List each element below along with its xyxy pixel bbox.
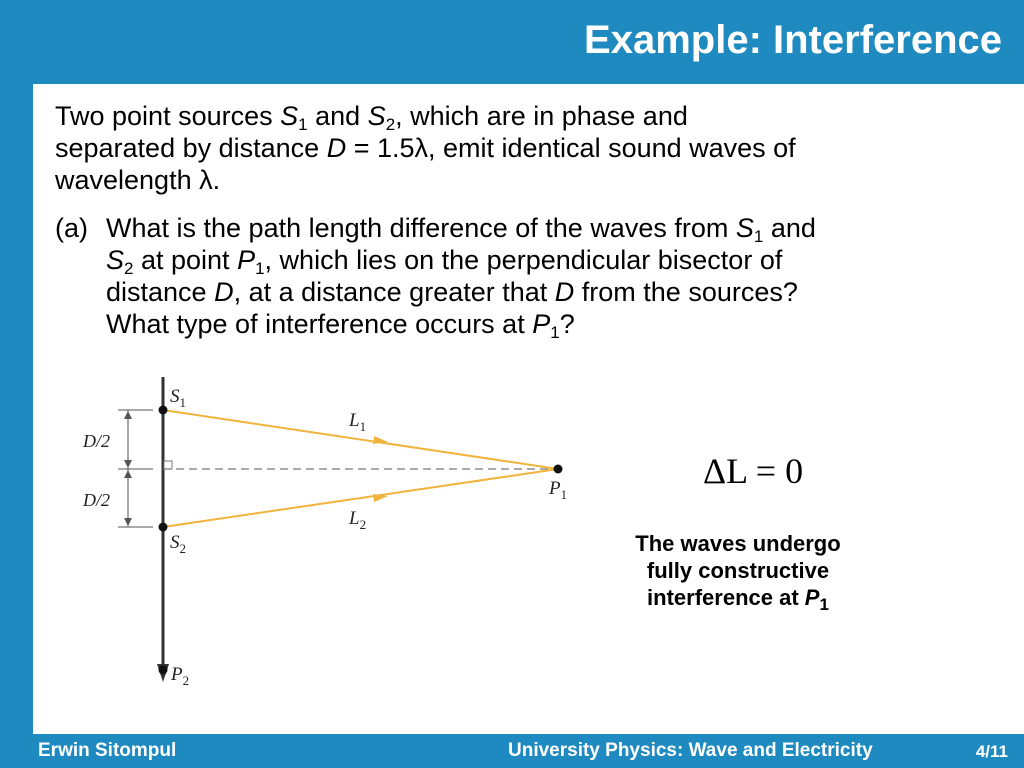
label-p2: $P_2$ (171, 664, 190, 688)
point-p1 (554, 465, 563, 474)
label-l2: $L_2$ (349, 508, 367, 532)
formula-path-difference: ΔL = 0 (703, 451, 804, 491)
slide-title: Example: Interference (584, 18, 1002, 62)
content-area (33, 84, 1024, 734)
footer-page-number: 4/11 (975, 742, 1008, 761)
problem-line-1: Two point sources $S_1$ and $S_2$, which are in phase and (55, 101, 688, 134)
right-angle-mark (164, 461, 172, 469)
question-label: (a) (55, 213, 88, 243)
label-p1: $P_1$ (549, 478, 568, 502)
point-p2 (159, 666, 168, 675)
question-text: What is the path length difference of the waves from $S_1$ and $S_2$ at point $P_1$, which lies on the perpendicular bisector of distance D, at a distance greater that D from the sources? What type of interference occurs at $P_1$? (106, 213, 816, 342)
problem-statement (55, 100, 1015, 196)
interference-diagram (73, 372, 633, 702)
label-s2: $S_2$ (170, 532, 186, 556)
problem-line-3: wavelength λ. (55, 165, 221, 195)
label-d-half-bottom: D/2 (83, 490, 110, 510)
label-l1: $L_1$ (349, 410, 367, 434)
label-d-half-top: D/2 (83, 431, 110, 451)
point-s2 (159, 523, 168, 532)
point-s1 (159, 406, 168, 415)
label-s1: $S_1$ (170, 386, 186, 410)
footer-author: Erwin Sitompul (38, 740, 177, 761)
footer-course: University Physics: Wave and Electricity (508, 740, 873, 761)
problem-line-2: separated by distance D = 1.5λ, emit identical sound waves of (55, 133, 796, 163)
result-text: The waves undergo fully constructive interference at $P_1$ (635, 531, 841, 614)
